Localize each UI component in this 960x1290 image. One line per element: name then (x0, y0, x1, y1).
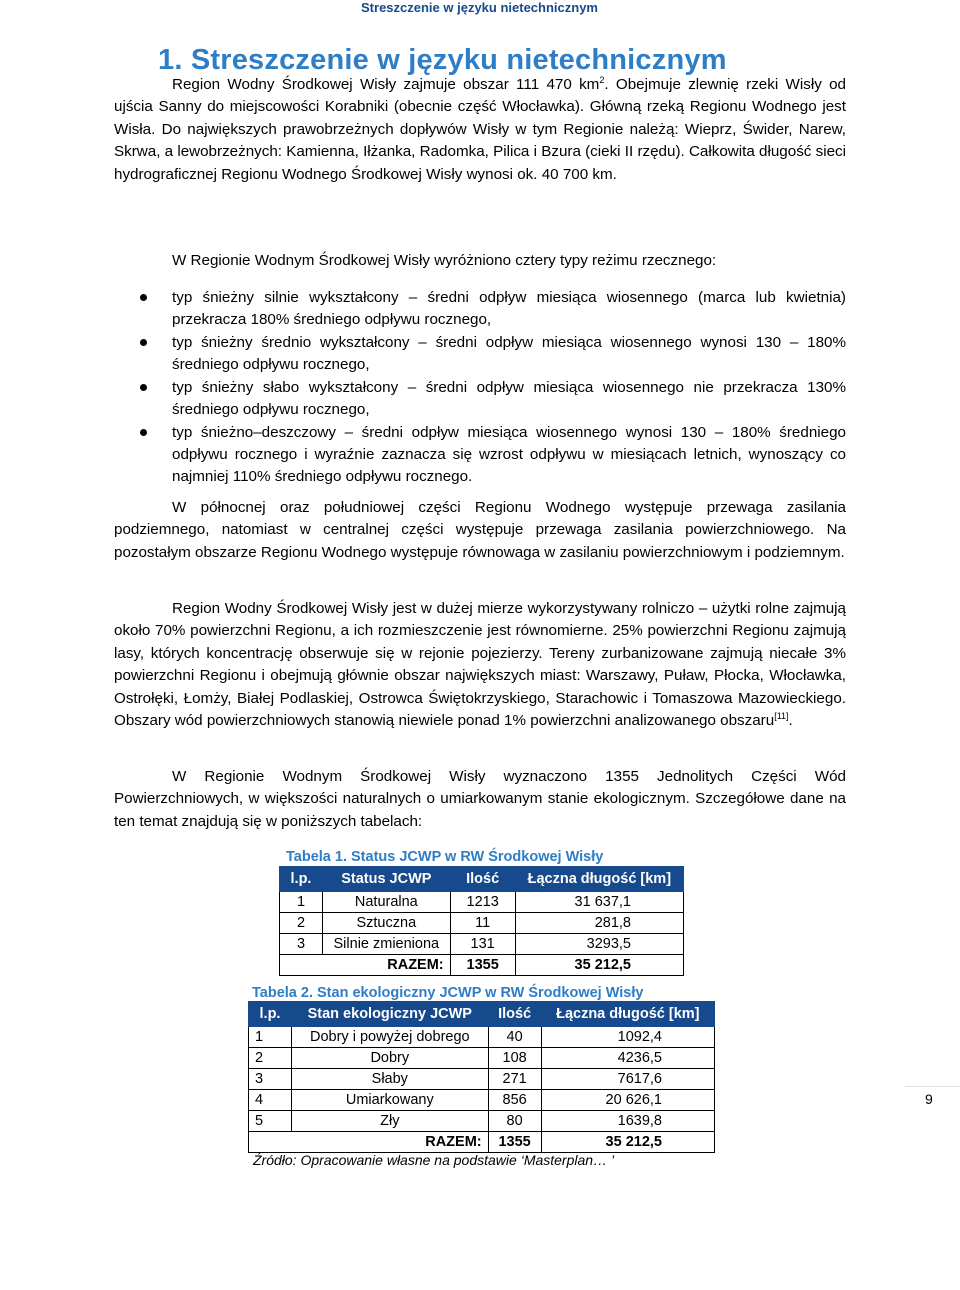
table-cell: 7617,6 (541, 1069, 714, 1090)
table-total-count: 1355 (450, 955, 515, 976)
land-use-end: . (788, 712, 793, 730)
table-cell: 20 626,1 (541, 1090, 714, 1111)
table-header-cell: Ilość (488, 1002, 541, 1027)
table-cell: 1639,8 (541, 1111, 714, 1132)
intro-paragraph (114, 74, 846, 186)
table-cell: Umiarkowany (292, 1090, 489, 1111)
list-item-text: typ śnieżny średnio wykształcony – średni odpływ miesiąca wiosennego wynosi 130 – 180% średniego odpływu rocznego, (172, 334, 846, 373)
table-row (249, 1090, 715, 1111)
table-cell: 4236,5 (541, 1048, 714, 1069)
table1-caption: Tabela 1. Status JCWP w RW Środkowej Wisły (286, 849, 604, 865)
intro-paragraph-block (114, 74, 846, 186)
table-cell: 40 (488, 1027, 541, 1048)
table-header-cell: Stan ekologiczny JCWP (292, 1002, 489, 1027)
supply-paragraph: W północnej oraz południowej części Regionu Wodnego występuje przewaga zasilania podziemnego, natomiast w centralnej części występuje przewaga zasilania powierzchniowego. Na pozostałym obszarze Regionu Wodnego występuje równowaga w zasilaniu powierzchniowym i podziemnym. (114, 499, 846, 561)
table-row (249, 1027, 715, 1048)
bullet-icon (140, 339, 147, 346)
intro-text-b: . Obejmuje zlewnię rzeki Wisły od ujścia Sanny do miejscowości Korabniki (obecnie część Włocławka). Główną rzeką Regionu Wodnego jest Wisła. Do największych prawobrzeżnych dopływów Wisły w tym Regionie należą: Wieprz, Świder, Narew, Skrwa, a lewobrzeżnych: Kamienna, Iłżanka, Radomka, Pilica i Bzura (cieki II rzędu). Całkowita długość sieci hydrograficznej Regionu Wodnego Środkowej Wisły wynosi ok. 40 700 km. (114, 76, 846, 183)
section-heading: 1. Streszczenie w języku nietechnicznym (158, 44, 727, 76)
list-item (114, 422, 846, 488)
table-cell: 271 (488, 1069, 541, 1090)
table-cell: 2 (280, 913, 323, 934)
area-unit-superscript: 2 (599, 75, 605, 85)
table-cell: 3 (280, 934, 323, 955)
table-cell: Słaby (292, 1069, 489, 1090)
list-item (114, 377, 846, 421)
list-item-text: typ śnieżny silnie wykształcony – średni odpływ miesiąca wiosennego (marca lub kwietnia) przekracza 180% średniego odpływu rocznego, (172, 289, 846, 328)
list-item (114, 332, 846, 376)
table-row (249, 1111, 715, 1132)
page-number-divider (905, 1086, 960, 1087)
table-header-cell: l.p. (280, 867, 323, 892)
table-total-label: RAZEM: (249, 1132, 489, 1153)
table-cell: 1213 (450, 892, 515, 913)
table-cell: 80 (488, 1111, 541, 1132)
list-item-text: typ śnieżno–deszczowy – średni odpływ miesiąca wiosennego wynosi 130 – 180% średniego odpływu rocznego i wyraźnie zaznacza się wzrost odpływu w miesiącach letnich, wynoszący co najmniej 110% średniego odpływu rocznego. (172, 424, 846, 485)
page-number: 9 (925, 1091, 933, 1107)
jcwp-paragraph-block (114, 766, 846, 833)
table-cell: 1092,4 (541, 1027, 714, 1048)
intro-text-a: Region Wodny Środkowej Wisły zajmuje obszar 111 470 km (172, 76, 600, 93)
table2-caption: Tabela 2. Stan ekologiczny JCWP w RW Środkowej Wisły (252, 985, 644, 1001)
table-cell: Dobry (292, 1048, 489, 1069)
list-item-text: typ śnieżny słabo wykształcony – średni odpływ miesiąca wiosennego nie przekracza 130% średniego odpływu rocznego, (172, 379, 846, 418)
table-cell: Dobry i powyżej dobrego (292, 1027, 489, 1048)
table-header-cell: Status JCWP (323, 867, 451, 892)
list-item (114, 287, 846, 331)
table-row (249, 1069, 715, 1090)
table-cell: 131 (450, 934, 515, 955)
table-cell: 11 (450, 913, 515, 934)
table-total-row (280, 955, 684, 976)
table-cell: 2 (249, 1048, 292, 1069)
table-header-row (249, 1002, 715, 1027)
table-row (280, 934, 684, 955)
land-use-paragraph (114, 598, 846, 732)
reference-superscript: [11] (774, 711, 789, 722)
table-cell: Silnie zmieniona (323, 934, 451, 955)
table-header-row (280, 867, 684, 892)
table-cell: 31 637,1 (515, 892, 683, 913)
table-total-length: 35 212,5 (515, 955, 683, 976)
running-header: Streszczenie w języku nietechnicznym (361, 0, 598, 15)
regime-types-list (114, 287, 846, 489)
land-use-paragraph-block (114, 598, 846, 732)
table-header-cell: l.p. (249, 1002, 292, 1027)
table-cell: 5 (249, 1111, 292, 1132)
land-use-text: Region Wodny Środkowej Wisły jest w dużej mierze wykorzystywany rolniczo – użytki rolne zajmują około 70% powierzchni Regionu, a ich rozmieszczenie jest równomierne. 25% powierzchni Regionu zajmują lasy, których koncentrację obserwuje się w rejonie pojezierzy. Tereny zurbanizowane zajmują niecałe 3% powierzchni Regionu i obejmują głównie obszar największych miast: Warszawy, Puław, Płocka, Włocławka, Ostrołęki, Łomży, Białej Podlaskiej, Ostrowca Świętokrzyskiego, Starachowic i Tomaszowa Mazowieckiego. Obszary wód powierzchniowych stanowią niewiele ponad 1% powierzchni analizowanego obszaru (114, 600, 846, 730)
table-row (249, 1048, 715, 1069)
table-header-cell: Łączna długość [km] (541, 1002, 714, 1027)
table-cell: 1 (249, 1027, 292, 1048)
table-cell: 108 (488, 1048, 541, 1069)
regime-types-intro: W Regionie Wodnym Środkowej Wisły wyróżniono cztery typy reżimu rzecznego: (172, 252, 717, 269)
table-total-label: RAZEM: (280, 955, 451, 976)
table-cell: Naturalna (323, 892, 451, 913)
jcwp-paragraph: W Regionie Wodnym Środkowej Wisły wyznaczono 1355 Jednolitych Części Wód Powierzchniowych, w większości naturalnych o umiarkowanym stanie ekologicznym. Szczegółowe dane na ten temat znajdują się w poniższych tabelach: (114, 768, 846, 830)
table-total-count: 1355 (488, 1132, 541, 1153)
table-cell: 3293,5 (515, 934, 683, 955)
table-cell: Zły (292, 1111, 489, 1132)
bullet-icon (140, 384, 147, 391)
ecological-status-table (248, 1001, 715, 1153)
table-cell: 856 (488, 1090, 541, 1111)
bullet-icon (140, 294, 147, 301)
bullet-icon (140, 429, 147, 436)
table-cell: 4 (249, 1090, 292, 1111)
table-total-row (249, 1132, 715, 1153)
table-header-cell: Ilość (450, 867, 515, 892)
source-note: Źródło: Opracowanie własne na podstawie ‘Masterplan… ’ (253, 1152, 615, 1168)
table-cell: Sztuczna (323, 913, 451, 934)
table-total-length: 35 212,5 (541, 1132, 714, 1153)
table-cell: 281,8 (515, 913, 683, 934)
status-table (279, 866, 684, 976)
table-row (280, 892, 684, 913)
supply-paragraph-block (114, 497, 846, 564)
table-cell: 1 (280, 892, 323, 913)
table-cell: 3 (249, 1069, 292, 1090)
table-row (280, 913, 684, 934)
table-header-cell: Łączna długość [km] (515, 867, 683, 892)
